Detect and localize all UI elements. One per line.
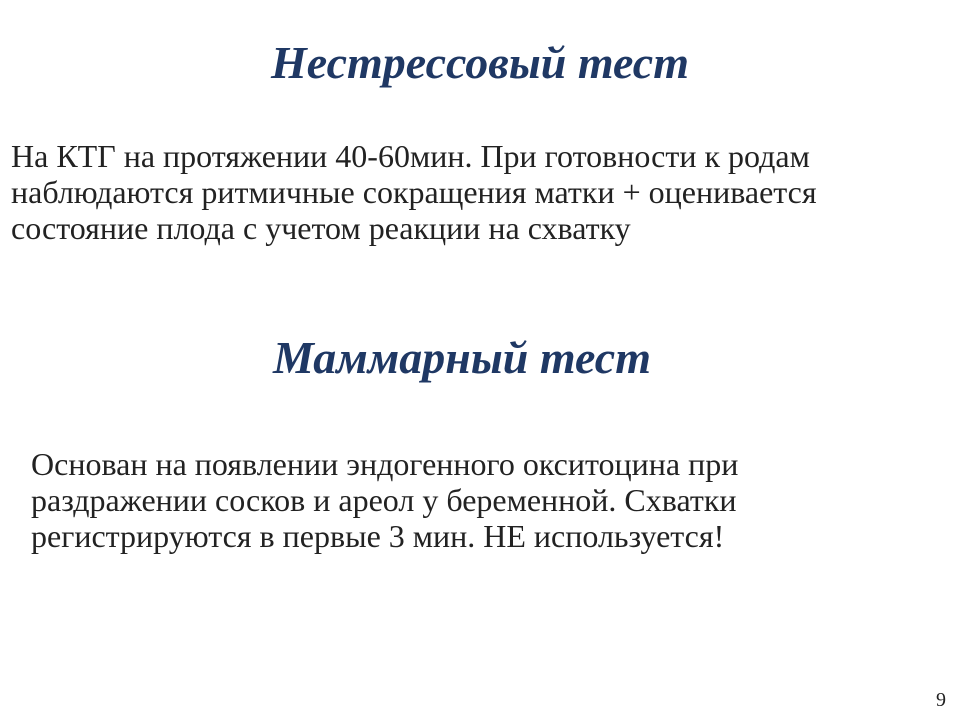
nonstress-test-heading: Нестрессовый тест <box>270 37 690 88</box>
mammary-test-line-3: регистрируются в первые 3 мин. НЕ используется! <box>31 518 725 554</box>
mammary-test-heading: Маммарный тест <box>273 332 651 383</box>
mammary-test-description <box>31 446 738 554</box>
nonstress-test-description <box>11 138 817 246</box>
nonstress-test-line-3: состояние плода с учетом реакции на схватку <box>11 210 631 246</box>
mammary-test-line-2: раздражении сосков и ареол у беременной. Схватки <box>31 482 737 518</box>
page-number: 9 <box>936 689 946 711</box>
nonstress-test-line-1: На КТГ на протяжении 40-60мин. При готовности к родам <box>11 138 810 174</box>
nonstress-test-line-2: наблюдаются ритмичные сокращения матки + оценивается <box>11 174 817 210</box>
mammary-test-line-1: Основан на появлении эндогенного окситоцина при <box>31 446 739 482</box>
